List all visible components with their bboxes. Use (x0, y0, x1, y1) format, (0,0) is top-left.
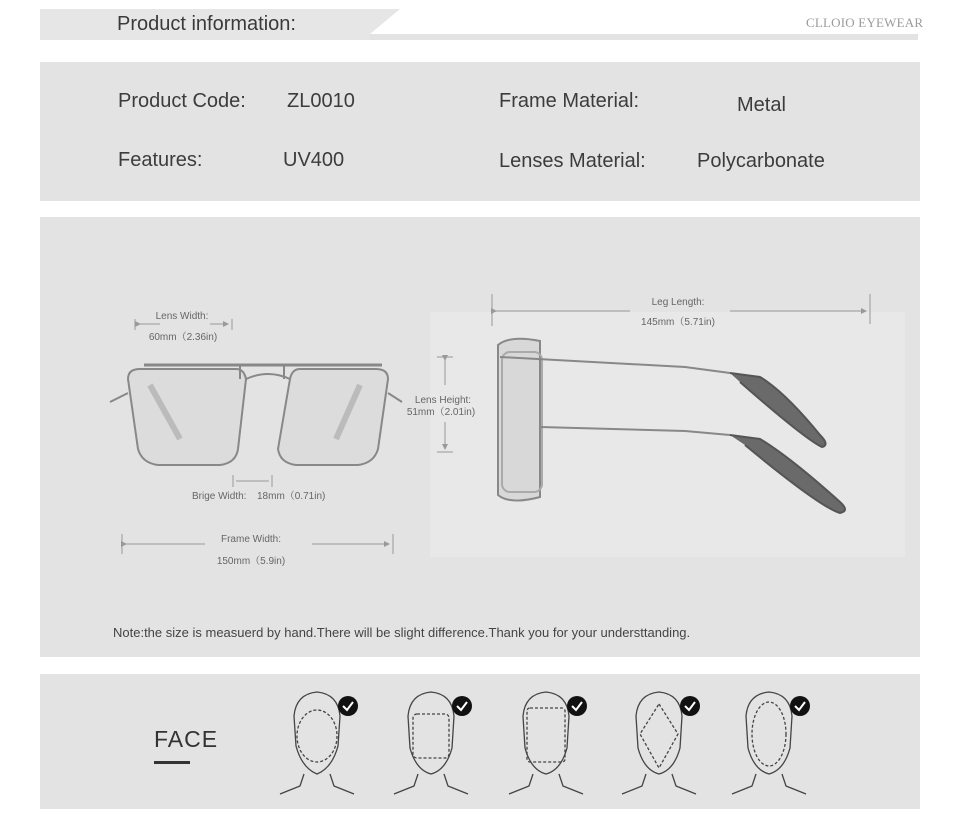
features-label: Features: (118, 149, 203, 171)
glasses-front-view (110, 365, 402, 465)
face-diamond (614, 686, 704, 801)
product-code-label: Product Code: (118, 90, 246, 112)
lens-height-value: 51mm（2.01in) (406, 407, 476, 418)
measurement-note: Note:the size is measuerd by hand.There will be slight difference.Thank you for your understtanding. (113, 625, 691, 640)
product-info-panel (40, 62, 920, 201)
face-oval (724, 686, 814, 801)
lens-width-label: Lens Width: (155, 311, 209, 322)
check-icon (338, 696, 358, 716)
frame-width-label: Frame Width: (220, 534, 282, 545)
lens-width-value: 60mm（2.36in) (148, 332, 218, 343)
check-icon (452, 696, 472, 716)
face-label: FACE (154, 726, 219, 752)
product-code-value: ZL0010 (287, 90, 355, 112)
bridge-width-label: Brige Width: (192, 491, 247, 502)
frame-width-value: 150mm（5.9in) (216, 556, 286, 567)
leg-length-value: 145mm（5.71in) (641, 317, 715, 328)
face-rectangle (501, 686, 591, 801)
lens-height-label: Lens Height: (414, 395, 472, 406)
check-icon (567, 696, 587, 716)
leg-length-label: Leg Length: (651, 297, 705, 308)
face-shape-panel (40, 674, 920, 809)
face-underline (154, 761, 190, 764)
face-square (386, 686, 476, 801)
features-value: UV400 (283, 149, 345, 171)
bridge-width-dimension (233, 475, 272, 487)
page-title: Product information: (117, 13, 296, 35)
check-icon (790, 696, 810, 716)
dimensions-panel (40, 217, 920, 657)
dimensions-diagram (40, 217, 920, 657)
lenses-material-label: Lenses Material: (499, 150, 646, 172)
bridge-width-value: 18mm（0.71in) (257, 491, 326, 502)
frame-material-value: Metal (737, 94, 786, 116)
frame-material-label: Frame Material: (499, 90, 640, 112)
header-rule (370, 34, 918, 40)
check-icon (680, 696, 700, 716)
brand-name: CLLOIO EYEWEAR (806, 15, 924, 30)
lenses-material-value: Polycarbonate (697, 150, 825, 172)
header (40, 9, 918, 40)
face-round (272, 686, 362, 801)
